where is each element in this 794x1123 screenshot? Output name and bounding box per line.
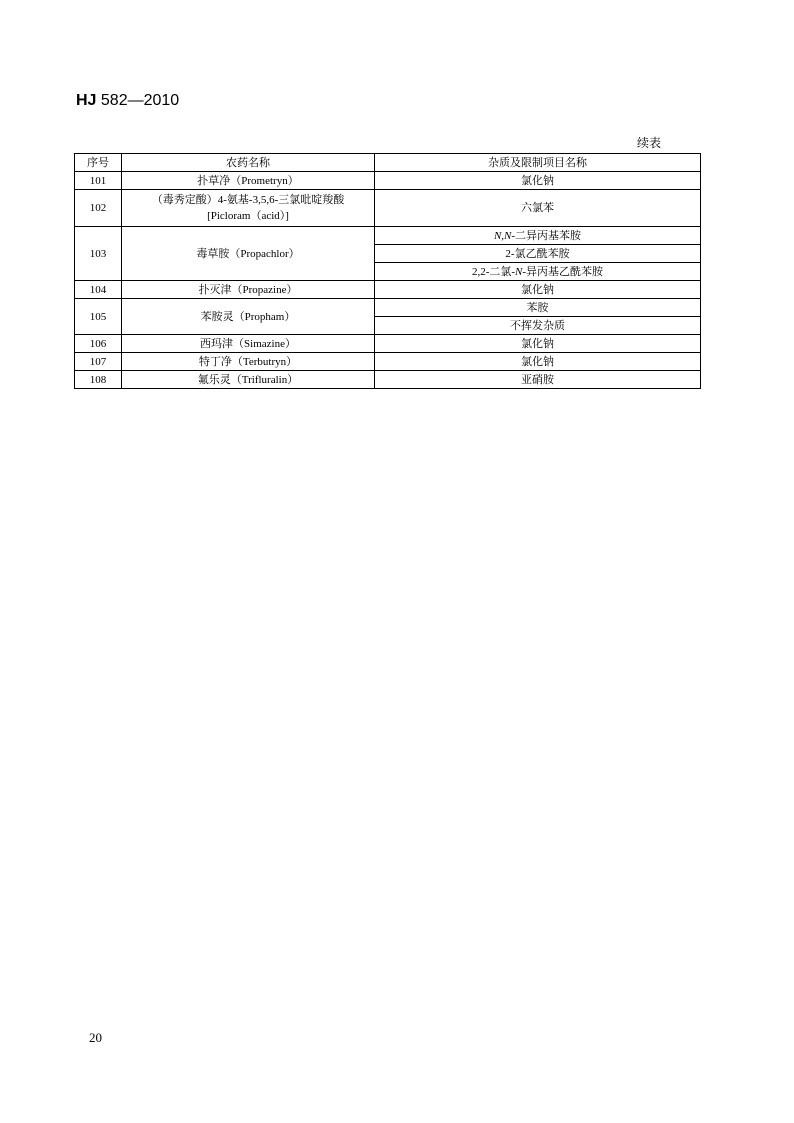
table-row: [75, 299, 701, 317]
cell-impurity: [375, 263, 701, 281]
cell-impurity: 六氯苯: [375, 190, 701, 227]
table-row: [75, 190, 701, 227]
cell-index: 104: [75, 281, 122, 299]
table-row: [75, 371, 701, 389]
header-pesticide-name: 农药名称: [122, 154, 375, 172]
pesticide-impurity-table: [74, 153, 701, 389]
cell-impurity: 氯化钠: [375, 335, 701, 353]
table-row: [75, 281, 701, 299]
impurity-text: -二异丙基苯胺: [511, 229, 582, 242]
cell-name: 苯胺灵（Propham）: [122, 299, 375, 335]
cell-name-line1: （毒秀定酸）4-氨基-3,5,6-三氯吡啶羧酸: [151, 194, 345, 206]
cell-impurity: 不挥发杂质: [375, 317, 701, 335]
header-index: 序号: [75, 154, 122, 172]
cell-name: 特丁净（Terbutryn）: [122, 353, 375, 371]
cell-impurity: 亚硝胺: [375, 371, 701, 389]
cell-name: [122, 190, 375, 227]
impurity-italic: N: [515, 265, 523, 278]
cell-index: 103: [75, 227, 122, 281]
table-row: [75, 353, 701, 371]
cell-impurity: [375, 227, 701, 245]
standard-code: HJ: [76, 92, 97, 109]
cell-index: 101: [75, 172, 122, 190]
table-header-row: [75, 154, 701, 172]
cell-impurity: 苯胺: [375, 299, 701, 317]
cell-name: 扑灭津（Propazine）: [122, 281, 375, 299]
cell-impurity: 2-氯乙酰苯胺: [375, 245, 701, 263]
continued-label: 续表: [637, 136, 662, 150]
page-number: 20: [89, 1030, 102, 1045]
table-row: [75, 227, 701, 245]
impurity-text: -异丙基乙酰苯胺: [522, 265, 604, 278]
table-row: [75, 335, 701, 353]
cell-index: 102: [75, 190, 122, 227]
document-header: [76, 92, 179, 110]
cell-impurity: 氯化钠: [375, 281, 701, 299]
header-impurity: 杂质及限制项目名称: [375, 154, 701, 172]
cell-name: 毒草胺（Propachlor）: [122, 227, 375, 281]
standard-number: 582—2010: [100, 92, 180, 109]
cell-index: 108: [75, 371, 122, 389]
impurity-text: 2,2-二氯-: [471, 265, 516, 278]
table-row: [75, 172, 701, 190]
cell-name: 扑草净（Prometryn）: [122, 172, 375, 190]
cell-name-line2: [Picloram（acid）]: [207, 210, 289, 222]
cell-index: 105: [75, 299, 122, 335]
cell-impurity: 氯化钠: [375, 172, 701, 190]
impurity-italic: N,N: [493, 229, 512, 242]
cell-name: 氟乐灵（Trifluralin）: [122, 371, 375, 389]
cell-index: 107: [75, 353, 122, 371]
cell-name: 西玛津（Simazine）: [122, 335, 375, 353]
cell-impurity: 氯化钠: [375, 353, 701, 371]
cell-index: 106: [75, 335, 122, 353]
